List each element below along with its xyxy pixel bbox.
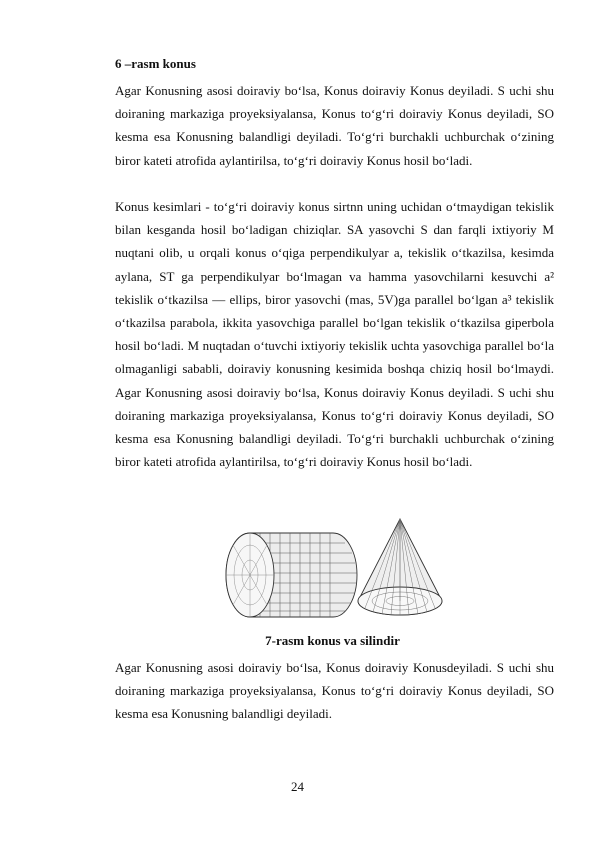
section-heading: 6 –rasm konus: [115, 56, 196, 71]
paragraph-3-text: Agar Konusning asosi doiraviy bo‘lsa, Konus doiraviy Konusdeyiladi. S uchi shu doiraning markaziga proyeksiyalansa, Konus to‘g‘ri doiraviy Konus deyiladi, SO kesma esa Konusning balandligi deyiladi.: [115, 660, 554, 722]
paragraph-1-text: Agar Konusning asosi doiraviy bo‘lsa, Konus doiraviy Konus deyiladi. S uchi shu doiraning markaziga proyeksiyalansa, Konus to‘g‘ri doiraviy Konus deyiladi, SO kesma esa Konusning balandligi deyiladi. To‘g‘ri burchakli uchburchak o‘zining biror kateti atrofida aylantirilsa, to‘g‘ri doiraviy Konus hosil bo‘ladi.: [115, 83, 554, 168]
figure-caption: 7-rasm konus va silindir: [265, 633, 400, 648]
cylinder-drawing: [226, 533, 357, 617]
cone-drawing: [358, 519, 442, 615]
cylinder-and-cone-figure: [215, 515, 450, 625]
paragraph-3: [115, 656, 554, 726]
paragraph-2-text: Konus kesimlari - to‘g‘ri doiraviy konus sirtnn uning uchidan o‘tmaydigan tekislik bilan kesganda hosil bo‘ladigan chiziqlar. SA yasovchi S dan farqli ixtiyoriy M nuqtani olib, u orqali konus o‘qiga perpendikulyar a, tekislik o‘tkazilsa, kesimda aylana, ST ga perpendikulyar bo‘lmagan va hamma yasovchilarni kesuvchi a² tekislik o‘tkazilsa — ellips, biror yasovchi (mas, 5V)ga parallel bo‘lgan a³ tekislik o‘tkazilsa parabola, ikkita yasovchiga parallel bo‘lgan tekislik o‘tkazilsa giperbola hosil bo‘ladi. M nuqtadan o‘tuvchi ixtiyoriy tekislik uchta yasovchiga parallel bo‘la olmaganligi sababli, doiraviy konusning kesimida boshqa chiziq hosil bo‘lmaydi. Agar Konusning asosi doiraviy bo‘lsa, Konus doiraviy Konus deyiladi. S uchi shu doiraning markaziga proyeksiyalansa, Konus to‘g‘ri doiraviy Konus deyiladi, SO kesma esa Konusning balandligi deyiladi. To‘g‘ri burchakli uchburchak o‘zining biror kateti atrofida aylantirilsa, to‘g‘ri doiraviy Konus hosil bo‘ladi.: [115, 199, 554, 470]
paragraph-2: [115, 195, 554, 473]
page-number: 24: [291, 779, 304, 794]
paragraph-1: [115, 79, 554, 172]
